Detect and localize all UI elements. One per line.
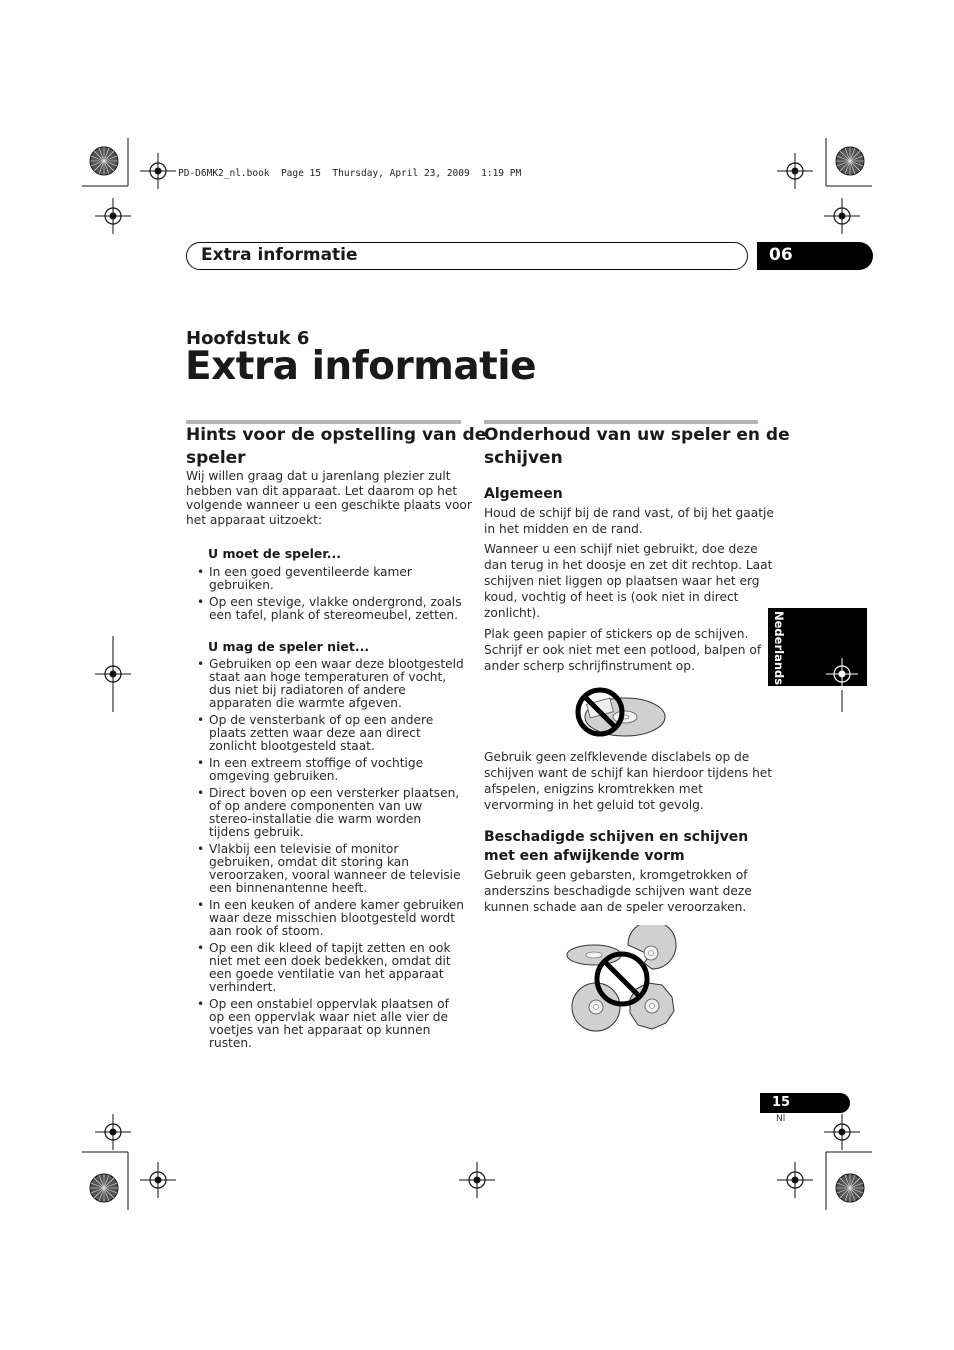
print-info-line: PD-D6MK2_nl.book Page 15 Thursday, April 23, 2009 1:19 PM [178, 168, 522, 179]
left-section-heading: Hints voor de opstelling van de speler [186, 425, 487, 468]
list-item: • In een keuken of andere kamer gebruiken waar deze misschien blootgesteld wordt aan rook of stoom. [197, 899, 465, 938]
list-item: • In een extreem stoffige of vochtige omgeving gebruiken. [197, 757, 465, 783]
list-item: • Op een dik kleed of tapijt zetten en ook niet met een doek bedekken, omdat dit een goede ventilatie van het apparaat verhindert. [197, 942, 465, 994]
list-item: • In een goed geventileerde kamer gebruiken. [197, 566, 465, 592]
language-side-tab-label: Nederlands [772, 611, 786, 686]
list-item: • Direct boven op een versterker plaatsen, of op andere componenten van uw stereo-installatie die warm worden tijdens gebruik. [197, 787, 465, 839]
paragraph-storage: Wanneer u een schijf niet gebruikt, doe deze dan terug in het doosje en zet dit rechtop. Laat schijven niet liggen op plaatsen waar het erg koud, vochtig of heet is (ook niet in direct zonlicht). [484, 542, 773, 620]
must-heading: U moet de speler... [208, 546, 341, 561]
list-item: • Op een stevige, vlakke ondergrond, zoals een tafel, plank of stereomeubel, zetten. [197, 596, 465, 622]
must-list [197, 566, 465, 626]
page-language-code: Nl [776, 1114, 786, 1124]
list-item: • Vlakbij een televisie of monitor gebruiken, omdat dit storing kan veroorzaken, vooral wanneer de televisie een binnenantenne heeft. [197, 843, 465, 895]
paragraph-handling: Houd de schijf bij de rand vast, of bij het gaatje in het midden en de rand. [484, 506, 774, 536]
paragraph-labels: Gebruik geen zelfklevende disclabels op de schijven want de schijf kan hierdoor tijdens het afspelen, enigzins kromtrekken met vervorming in het geluid tot gevolg. [484, 750, 773, 812]
no-damaged-discs-illustration [562, 925, 682, 1033]
paragraph-damaged: Gebruik geen gebarsten, kromgetrokken of anderszins beschadigde schijven want deze kunnen schade aan de speler veroorzaken. [484, 868, 752, 914]
section-header-title: Extra informatie [201, 245, 358, 265]
mustnot-heading: U mag de speler niet... [208, 639, 370, 654]
page-title: Extra informatie [185, 344, 537, 389]
paragraph-stickers: Plak geen papier of stickers op de schijven. Schrijf er ook niet met een potlood, balpen of ander scherp schrijfinstrument op. [484, 627, 762, 673]
left-intro-paragraph: Wij willen graag dat u jarenlang plezier zult hebben van dit apparaat. Let daarom op het volgende wanneer u een geschikte plaats voor het apparaat uitzoekt: [186, 469, 472, 527]
section-header-bar [186, 242, 748, 270]
general-heading: Algemeen [484, 486, 563, 502]
chapter-number: 06 [769, 245, 793, 265]
chapter-label: Hoofdstuk 6 [186, 328, 310, 349]
side-tab-registration-mark [826, 658, 858, 690]
no-sticker-disc-illustration [570, 684, 670, 740]
list-item: • Op de vensterbank of op een andere plaats zetten waar deze aan direct zonlicht blootgesteld staat. [197, 714, 465, 753]
chapter-number-badge [757, 242, 873, 270]
mustnot-list [197, 658, 465, 1054]
list-item: • Op een onstabiel oppervlak plaatsen of op een oppervlak waar niet alle vier de voetjes van het apparaat op kunnen rusten. [197, 998, 465, 1050]
page-number-badge [760, 1093, 850, 1113]
list-item: • Gebruiken op een waar deze blootgesteld staat aan hoge temperaturen of vocht, dus niet bij radiatoren of andere apparaten die warmte afgeven. [197, 658, 465, 710]
damaged-discs-heading: Beschadigde schijven en schijven met een afwijkende vorm [484, 829, 749, 864]
right-section-heading: Onderhoud van uw speler en de schijven [484, 425, 790, 468]
page-number: 15 [772, 1095, 791, 1110]
